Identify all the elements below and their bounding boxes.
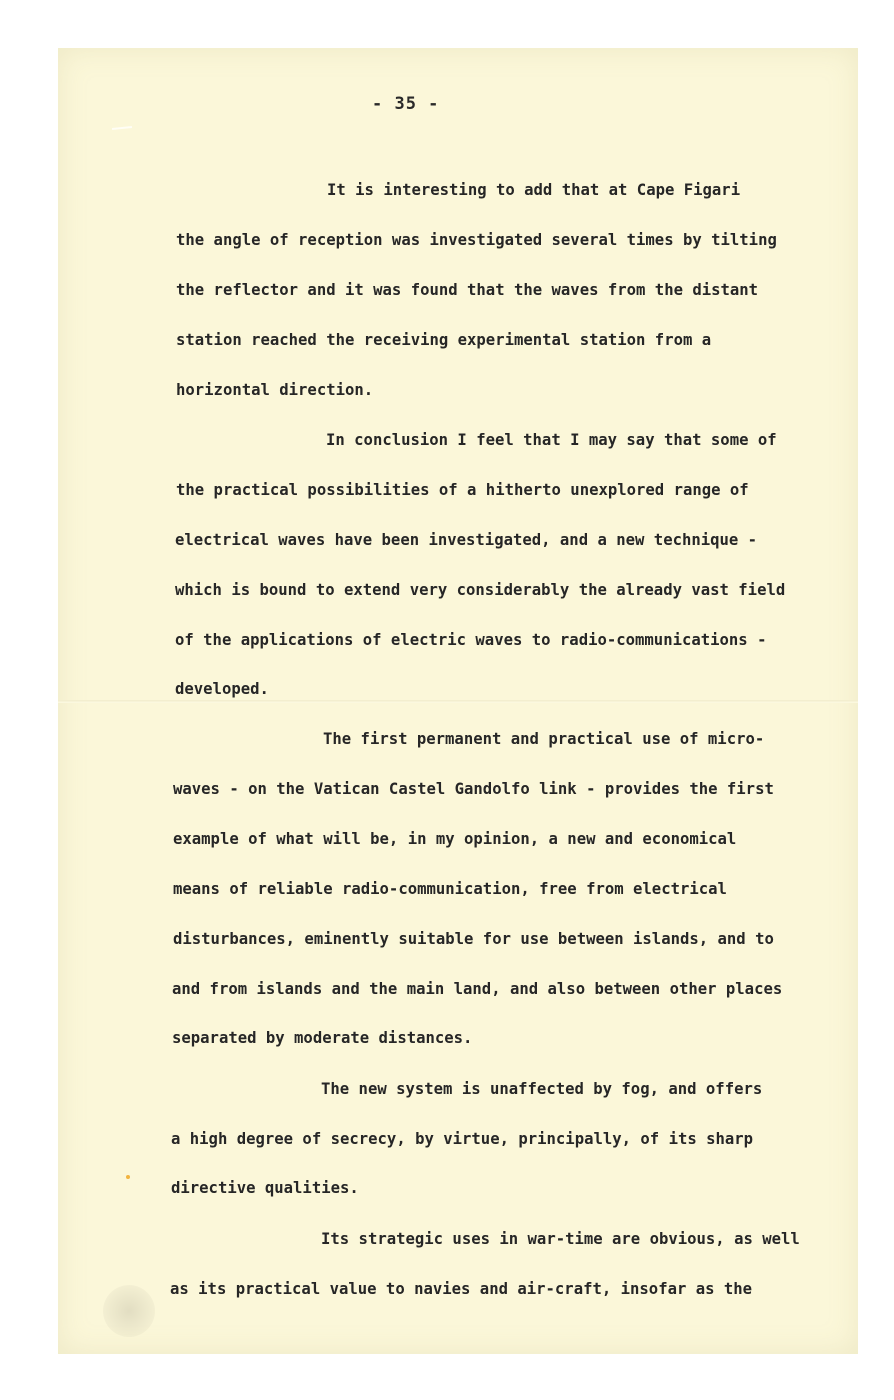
text-line: as its practical value to navies and air-craft, insofar as the	[170, 1280, 753, 1298]
text-line: of the applications of electric waves to radio-communications -	[175, 631, 767, 649]
text-line: a high degree of secrecy, by virtue, principally, of its sharp	[171, 1130, 754, 1148]
text-line: which is bound to extend very considerably the already vast field	[175, 581, 786, 599]
paper-fold	[58, 700, 858, 703]
ink-dot	[126, 1175, 130, 1179]
text-line: In conclusion I feel that I may say that some of	[326, 431, 777, 449]
text-line: Its strategic uses in war-time are obvious, as well	[321, 1230, 800, 1248]
text-line: disturbances, eminently suitable for use between islands, and to	[173, 930, 774, 948]
text-line: horizontal direction.	[176, 381, 374, 399]
paper-stain	[103, 1285, 155, 1337]
text-line: electrical waves have been investigated, and a new technique -	[175, 531, 758, 549]
text-line: The new system is unaffected by fog, and offers	[321, 1080, 763, 1098]
text-line: directive qualities.	[171, 1179, 359, 1197]
page-number: - 35 -	[372, 94, 440, 114]
text-line: the angle of reception was investigated several times by tilting	[176, 231, 777, 249]
text-line: the practical possibilities of a hitherto unexplored range of	[176, 481, 749, 499]
text-line: example of what will be, in my opinion, a new and economical	[173, 830, 737, 848]
text-line: the reflector and it was found that the waves from the distant	[176, 281, 759, 299]
text-line: separated by moderate distances.	[172, 1029, 473, 1047]
text-line: It is interesting to add that at Cape Figari	[327, 181, 741, 199]
text-line: waves - on the Vatican Castel Gandolfo link - provides the first	[173, 780, 774, 798]
text-line: station reached the receiving experimental station from a	[176, 331, 712, 349]
text-line: means of reliable radio-communication, free from electrical	[173, 880, 727, 898]
text-line: developed.	[175, 680, 269, 698]
text-line: and from islands and the main land, and also between other places	[172, 980, 783, 998]
text-line: The first permanent and practical use of micro-	[323, 730, 765, 748]
